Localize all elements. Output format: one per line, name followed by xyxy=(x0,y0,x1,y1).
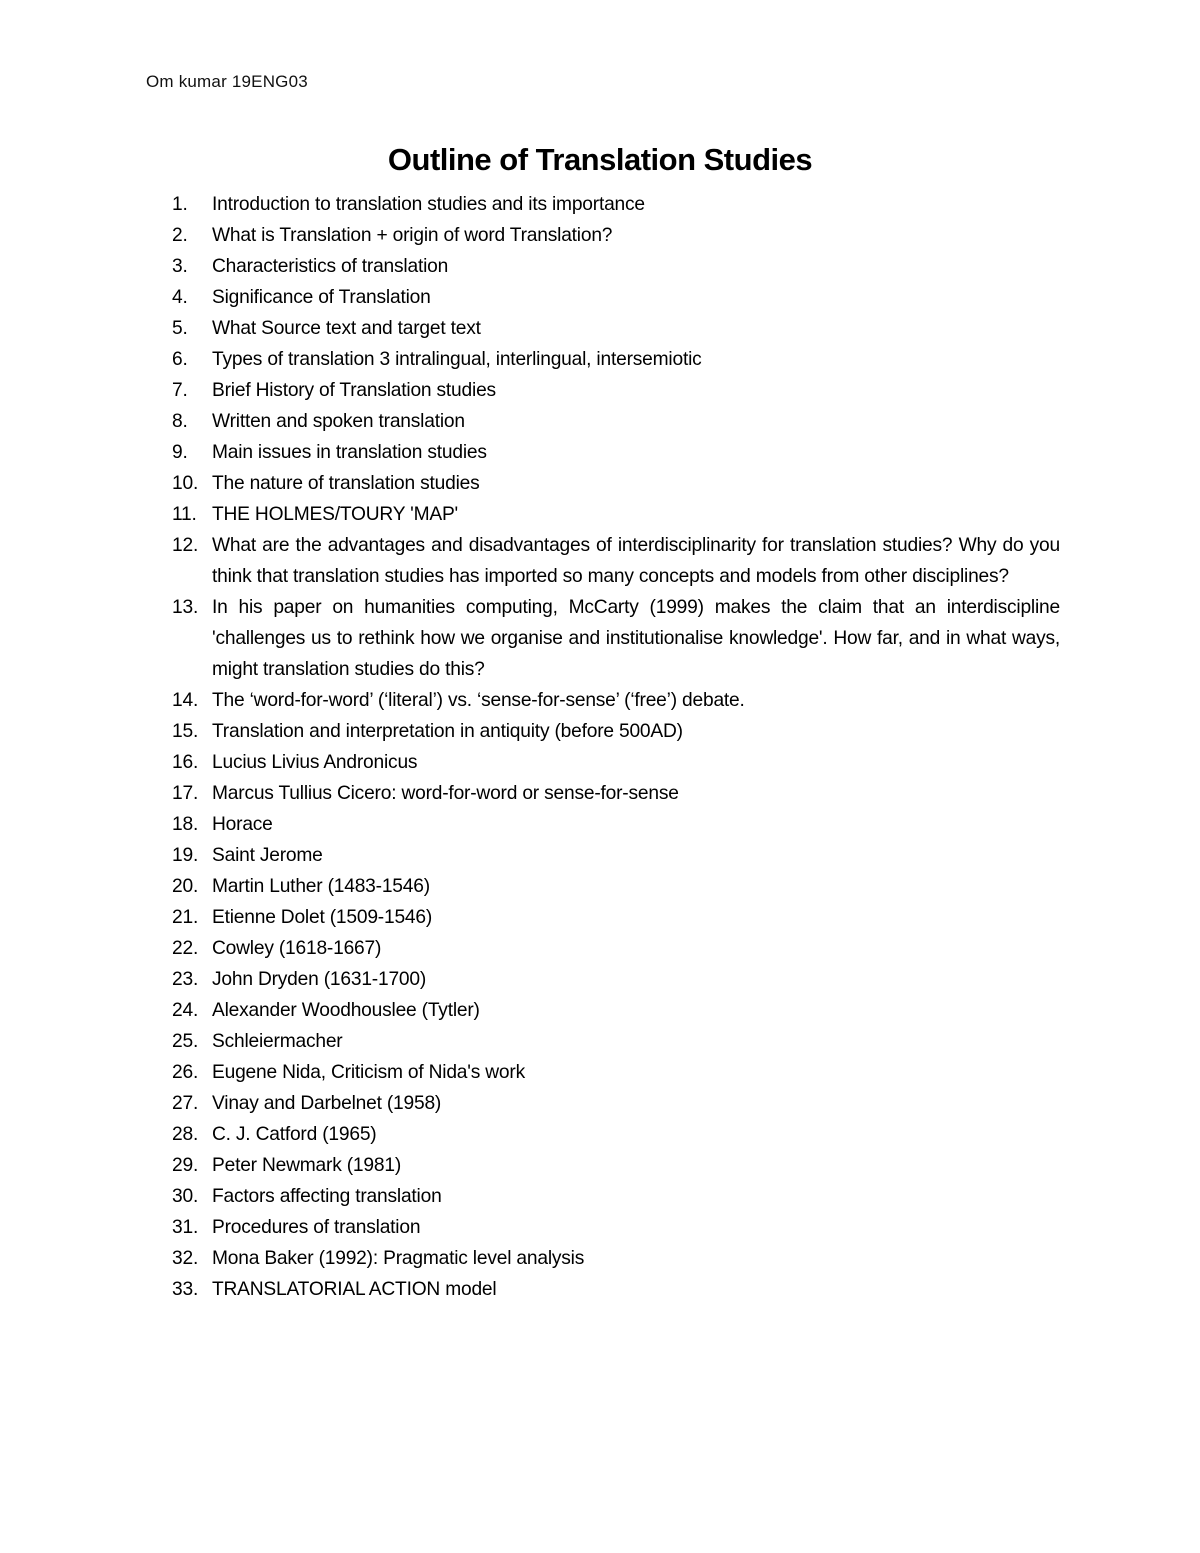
list-item xyxy=(172,344,1060,375)
list-item xyxy=(172,809,1060,840)
item-text: Cowley (1618-1667) xyxy=(212,938,382,959)
item-text: Alexander Woodhouslee (Tytler) xyxy=(212,1000,480,1021)
item-number: 8. xyxy=(172,411,188,432)
list-item xyxy=(172,716,1060,747)
list-item xyxy=(172,1181,1060,1212)
list-item xyxy=(172,592,1060,685)
item-text: John Dryden (1631-1700) xyxy=(212,969,427,990)
item-text: Written and spoken translation xyxy=(212,411,465,432)
item-number: 13. xyxy=(172,597,199,618)
list-item xyxy=(172,1274,1060,1305)
list-item xyxy=(172,871,1060,902)
item-number: 18. xyxy=(172,814,199,835)
item-text: Factors affecting translation xyxy=(212,1186,442,1207)
item-number: 10. xyxy=(172,473,199,494)
list-item xyxy=(172,1119,1060,1150)
list-item xyxy=(172,282,1060,313)
item-number: 20. xyxy=(172,876,199,897)
list-item xyxy=(172,437,1060,468)
item-text: Martin Luther (1483-1546) xyxy=(212,876,430,897)
item-text: Brief History of Translation studies xyxy=(212,380,496,401)
item-number: 3. xyxy=(172,256,188,277)
item-text: What Source text and target text xyxy=(212,318,481,339)
item-text: Significance of Translation xyxy=(212,287,431,308)
item-number: 4. xyxy=(172,287,188,308)
item-text: In his paper on humanities computing, McCarty (1999) makes the claim that an interdiscipline 'challenges us to rethink how we organise and institutionalise knowledge'. How far, and in what ways, might translation studies do this? xyxy=(212,597,1060,680)
list-item xyxy=(172,778,1060,809)
list-item xyxy=(172,995,1060,1026)
item-number: 29. xyxy=(172,1155,199,1176)
list-item xyxy=(172,964,1060,995)
list-item xyxy=(172,1150,1060,1181)
list-item xyxy=(172,1243,1060,1274)
item-number: 28. xyxy=(172,1124,199,1145)
list-item xyxy=(172,220,1060,251)
item-number: 7. xyxy=(172,380,188,401)
item-number: 25. xyxy=(172,1031,199,1052)
item-text: Characteristics of translation xyxy=(212,256,449,277)
item-number: 15. xyxy=(172,721,199,742)
item-text: Lucius Livius Andronicus xyxy=(212,752,418,773)
list-item xyxy=(172,406,1060,437)
item-text: Vinay and Darbelnet (1958) xyxy=(212,1093,442,1114)
list-item xyxy=(172,251,1060,282)
item-text: Procedures of translation xyxy=(212,1217,421,1238)
list-item xyxy=(172,313,1060,344)
item-number: 26. xyxy=(172,1062,199,1083)
item-number: 31. xyxy=(172,1217,199,1238)
item-number: 17. xyxy=(172,783,199,804)
item-number: 27. xyxy=(172,1093,199,1114)
list-item xyxy=(172,1057,1060,1088)
item-text: Types of translation 3 intralingual, interlingual, intersemiotic xyxy=(212,349,702,370)
item-text: TRANSLATORIAL ACTION model xyxy=(212,1279,497,1300)
list-item xyxy=(172,499,1060,530)
item-text: Eugene Nida, Criticism of Nida's work xyxy=(212,1062,525,1083)
item-number: 24. xyxy=(172,1000,199,1021)
item-number: 22. xyxy=(172,938,199,959)
item-number: 6. xyxy=(172,349,188,370)
page-title: Outline of Translation Studies xyxy=(387,142,813,177)
item-text: THE HOLMES/TOURY 'MAP' xyxy=(212,504,459,525)
item-text: The ‘word-for-word’ (‘literal’) vs. ‘sense-for-sense’ (‘free’) debate. xyxy=(212,690,745,711)
list-item xyxy=(172,933,1060,964)
item-text: Main issues in translation studies xyxy=(212,442,487,463)
outline-list xyxy=(172,189,1060,1305)
item-text: Mona Baker (1992): Pragmatic level analysis xyxy=(212,1248,585,1269)
item-text: Introduction to translation studies and its importance xyxy=(212,194,645,215)
item-number: 30. xyxy=(172,1186,199,1207)
author-header: Om kumar 19ENG03 xyxy=(146,72,308,91)
item-number: 32. xyxy=(172,1248,199,1269)
list-item xyxy=(172,1212,1060,1243)
item-number: 1. xyxy=(172,194,188,215)
item-text: Peter Newmark (1981) xyxy=(212,1155,402,1176)
list-item xyxy=(172,189,1060,220)
item-number: 11. xyxy=(172,504,197,525)
list-item xyxy=(172,530,1060,592)
item-number: 14. xyxy=(172,690,199,711)
item-number: 12. xyxy=(172,535,199,556)
list-item xyxy=(172,375,1060,406)
item-text: The nature of translation studies xyxy=(212,473,480,494)
item-text: C. J. Catford (1965) xyxy=(212,1124,377,1145)
list-item xyxy=(172,747,1060,778)
item-number: 5. xyxy=(172,318,188,339)
list-item xyxy=(172,685,1060,716)
item-number: 9. xyxy=(172,442,188,463)
item-text: What is Translation + origin of word Translation? xyxy=(212,225,613,246)
item-number: 19. xyxy=(172,845,199,866)
list-item xyxy=(172,902,1060,933)
item-text: Etienne Dolet (1509-1546) xyxy=(212,907,433,928)
item-text: Schleiermacher xyxy=(212,1031,343,1052)
item-text: Saint Jerome xyxy=(212,845,323,866)
item-text: Horace xyxy=(212,814,273,835)
list-item xyxy=(172,468,1060,499)
list-item xyxy=(172,1026,1060,1057)
item-text: What are the advantages and disadvantages of interdisciplinarity for translation studies? Why do you think that translation studies has imported so many concepts and models from other disciplines? xyxy=(212,535,1060,587)
item-number: 23. xyxy=(172,969,199,990)
item-number: 2. xyxy=(172,225,188,246)
list-item xyxy=(172,1088,1060,1119)
list-item xyxy=(172,840,1060,871)
item-number: 33. xyxy=(172,1279,199,1300)
item-number: 16. xyxy=(172,752,199,773)
item-text: Marcus Tullius Cicero: word-for-word or sense-for-sense xyxy=(212,783,679,804)
item-text: Translation and interpretation in antiquity (before 500AD) xyxy=(212,721,683,742)
item-number: 21. xyxy=(172,907,199,928)
